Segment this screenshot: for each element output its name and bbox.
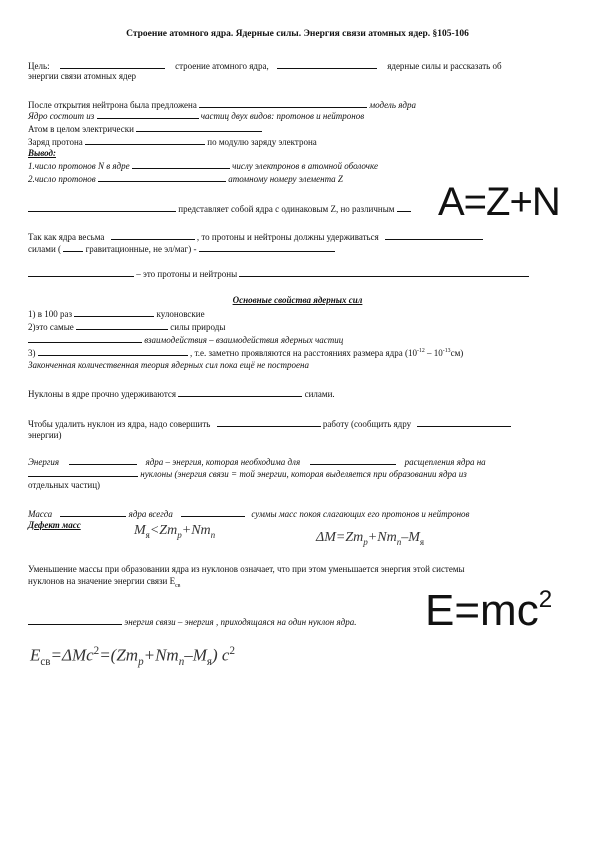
formula-binding-energy (30, 645, 235, 668)
blank[interactable] (199, 99, 367, 108)
superscript: 2 (229, 645, 235, 657)
text: – это протоны и нейтроны (136, 269, 238, 279)
goal-end: ядерные силы и рассказать об (387, 61, 502, 71)
blank[interactable] (28, 268, 134, 277)
s2-line1 (28, 231, 483, 243)
text: –M (184, 645, 207, 665)
text: см) (450, 348, 464, 358)
text: +Nm (143, 645, 179, 665)
subscript: p (138, 656, 144, 669)
blank[interactable] (63, 243, 83, 252)
text: =(Zm (99, 645, 139, 665)
text: кулоновские (156, 309, 205, 319)
blank[interactable] (417, 418, 511, 427)
text: Так как ядра весьма (28, 232, 105, 242)
text: +Nm (181, 523, 211, 538)
blank[interactable] (277, 60, 377, 69)
text: –M (401, 530, 420, 545)
blank[interactable] (239, 268, 529, 277)
blank[interactable] (199, 243, 335, 252)
blank[interactable] (28, 468, 138, 477)
goal-mid: строение атомного ядра, (175, 61, 269, 71)
text: представляет собой ядра с одинаковым Z, но различным (178, 204, 395, 214)
blank[interactable] (178, 388, 302, 397)
blank[interactable] (74, 308, 154, 317)
prop-interaction (28, 334, 343, 346)
blank[interactable] (397, 203, 411, 212)
blank[interactable] (28, 334, 142, 343)
s4-line1: Уменьшение массы при образовании ядра из нуклонов означает, что при этом уменьшается энергия этой системы (28, 564, 465, 574)
subscript: p (177, 529, 182, 540)
conclusion-heading: Вывод: (28, 148, 56, 158)
blank[interactable] (132, 160, 230, 169)
s1-line2 (28, 110, 364, 122)
s1-line5 (28, 160, 378, 172)
subscript: n (210, 529, 216, 540)
exponent: -13 (442, 348, 451, 354)
text: 1.число протонов N в ядре (28, 161, 130, 171)
text: суммы масс покоя слагающих его протонов и нейтронов (251, 509, 470, 519)
blank[interactable] (60, 60, 165, 69)
text: по модулю заряду электрона (207, 137, 317, 147)
formula-mass-defect (316, 530, 424, 547)
text: атомному номеру элемента Z (228, 174, 343, 184)
blank[interactable] (85, 136, 205, 145)
blank[interactable] (97, 110, 199, 119)
mass-defect-heading: Дефект масс (28, 520, 81, 530)
superscript: 2 (538, 586, 553, 614)
formula-mass-inequality (134, 523, 215, 540)
text: Заряд протона (28, 137, 83, 147)
text: нуклонов на значение энергии связи E (28, 576, 176, 586)
text: +Nm (367, 530, 397, 545)
text: силы природы (170, 322, 226, 332)
blank[interactable] (310, 456, 396, 465)
subscript: св (175, 582, 181, 589)
text: 2.число протонов (28, 174, 96, 184)
blank[interactable] (181, 508, 245, 517)
text: силами ( (28, 244, 62, 254)
text: энергия связи – энергия , приходящаяся на один нуклон ядра. (124, 617, 357, 627)
text: взаимодействия – взаимодействия ядерных частиц (144, 335, 344, 345)
text: 3) (28, 348, 36, 358)
text: частиц двух видов: протонов и нейтронов (200, 111, 365, 121)
text: Чтобы удалить нуклон из ядра, надо совершить (28, 419, 211, 429)
text: =ΔMc (50, 645, 94, 665)
subscript: n (396, 536, 402, 547)
energy-line1 (28, 456, 486, 468)
blank[interactable] (385, 231, 483, 240)
text: E (30, 645, 41, 665)
exponent: -12 (417, 348, 425, 354)
s3-line1 (28, 388, 335, 400)
text: Нуклоны в ядре прочно удерживаются (28, 389, 177, 399)
text: ) c (212, 645, 230, 665)
text: – 10 (424, 348, 443, 358)
prop-theory-note: Законченная количественная теория ядерных сил пока ещё не построена (28, 360, 309, 370)
text: , то протоны и нейтроны должны удерживаться (196, 232, 379, 242)
s3-line2 (28, 418, 511, 430)
blank[interactable] (136, 123, 262, 132)
blank[interactable] (217, 418, 321, 427)
text: 1) в 100 раз (28, 309, 73, 319)
superscript: 2 (93, 645, 100, 657)
s1-line3 (28, 123, 262, 135)
subscript: n (178, 656, 185, 669)
s2-line2 (28, 243, 335, 255)
text: ядра всегда (128, 509, 173, 519)
subscript: я (419, 536, 425, 547)
subscript: я (206, 656, 212, 669)
blank[interactable] (38, 347, 188, 356)
text: После открытия нейтрона была предложена (28, 100, 197, 110)
text: E=mc (425, 586, 539, 635)
page-title: Строение атомного ядра. Ядерные силы. Энергия связи атомных ядер. §105-106 (126, 29, 469, 39)
blank[interactable] (60, 508, 126, 517)
text: нуклоны (энергия связи = той энергии, которая выделяется при образовании ядра из (140, 469, 467, 479)
text: Атом в целом электрически (28, 124, 134, 134)
text: <Zm (149, 523, 178, 538)
props-heading: Основные свойства ядерных сил (232, 295, 363, 305)
formula-e-equals-mc2 (425, 586, 552, 636)
text: модель ядра (369, 100, 416, 110)
s1-line7 (28, 203, 411, 215)
text: , т.е. заметно проявляются на расстояниях размера ядра (10 (190, 348, 417, 358)
s2-line3 (28, 268, 529, 280)
blank[interactable] (76, 321, 168, 330)
blank[interactable] (111, 231, 195, 240)
goal-line2: энергии связи атомных ядер (28, 71, 137, 81)
s4-line3 (28, 616, 356, 628)
text: M (134, 523, 146, 538)
s4-line2 (28, 576, 180, 592)
text: числу электронов в атомной оболочке (232, 161, 378, 171)
energy-line3: отдельных частиц) (28, 480, 101, 490)
subscript: p (363, 536, 368, 547)
text: Энергия (28, 457, 60, 467)
goal-label: Цель: (28, 61, 50, 71)
text: Масса (28, 509, 53, 519)
text: работу (сообщить ядру (322, 419, 412, 429)
prop-2 (28, 321, 225, 333)
mass-line1 (28, 508, 469, 520)
prop-1 (28, 308, 205, 320)
blank[interactable] (28, 203, 176, 212)
s1-line6 (28, 173, 343, 185)
text: ядра – энергия, которая необходима для (145, 457, 301, 467)
text: силами. (304, 389, 335, 399)
blank[interactable] (28, 616, 122, 625)
text: Ядро состоит из (28, 111, 95, 121)
formula-a-equals-z-plus-n: A=Z+N (438, 180, 560, 224)
text: гравитационные, не эл/маг) - (85, 244, 197, 254)
subscript: св (40, 656, 51, 669)
s3-line3: энергии) (28, 430, 62, 440)
text: расщепления ядра на (404, 457, 486, 467)
energy-line2 (28, 468, 467, 480)
text: 2)это самые (28, 322, 74, 332)
subscript: я (145, 529, 150, 540)
prop-3 (28, 346, 463, 359)
text: ΔM=Zm (316, 530, 364, 545)
blank[interactable] (69, 456, 137, 465)
s1-line4 (28, 136, 317, 148)
blank[interactable] (98, 173, 226, 182)
